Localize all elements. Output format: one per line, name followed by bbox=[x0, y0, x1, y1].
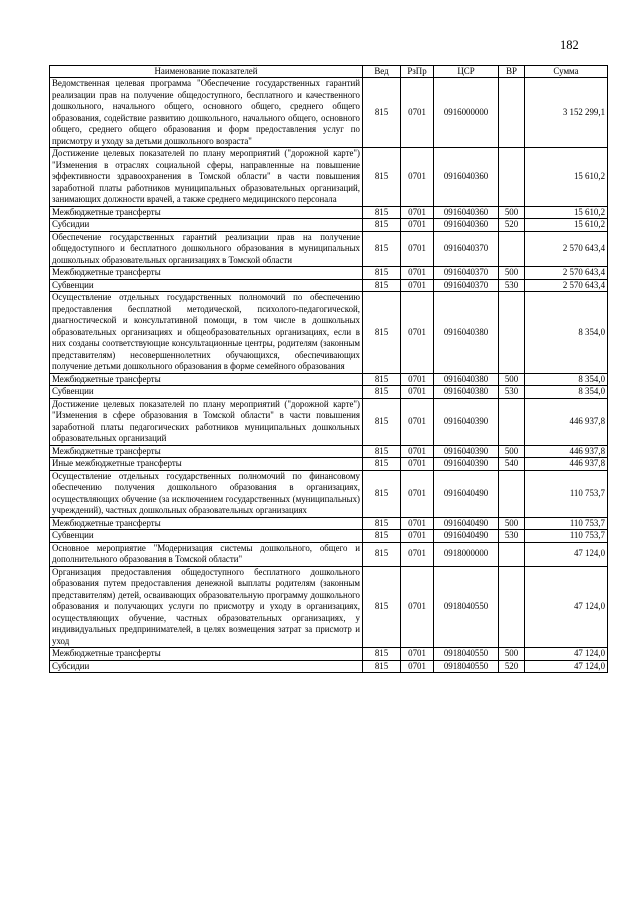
row-rzpr: 0701 bbox=[401, 206, 434, 219]
table-row bbox=[50, 530, 608, 543]
row-csr: 0916040370 bbox=[434, 279, 499, 292]
row-csr: 0916040390 bbox=[434, 458, 499, 471]
row-csr: 0918000000 bbox=[434, 542, 499, 566]
row-vr: 530 bbox=[499, 530, 525, 543]
row-csr: 0918040550 bbox=[434, 648, 499, 661]
table-row bbox=[50, 517, 608, 530]
row-rzpr: 0701 bbox=[401, 148, 434, 207]
row-name: Основное мероприятие "Модернизация системы дошкольного, общего и дополнительного образования в Томской области" bbox=[50, 542, 363, 566]
row-rzpr: 0701 bbox=[401, 566, 434, 648]
row-name: Иные межбюджетные трансферты bbox=[50, 458, 363, 471]
row-vr: 500 bbox=[499, 267, 525, 280]
row-sum: 15 610,2 bbox=[525, 148, 608, 207]
row-name: Субсидии bbox=[50, 219, 363, 232]
row-rzpr: 0701 bbox=[401, 648, 434, 661]
row-name: Достижение целевых показателей по плану мероприятий ("дорожной карте") "Изменения в сфере образования в Томской области" в части повышения заработной платы педагогических работников муниципальных дошкольных образовательных организаций bbox=[50, 398, 363, 445]
row-rzpr: 0701 bbox=[401, 445, 434, 458]
row-csr: 0916040490 bbox=[434, 470, 499, 517]
header-name: Наименование показателей bbox=[50, 66, 363, 78]
row-rzpr: 0701 bbox=[401, 219, 434, 232]
row-ved: 815 bbox=[363, 78, 401, 148]
row-name: Осуществление отдельных государственных полномочий по финансовому обеспечению получения дошкольного образования в организациях, осуществляющих обучение (за исключением государственных (муниципальных) учреждений), частных дошкольных образовательных организациях bbox=[50, 470, 363, 517]
row-csr: 0916040360 bbox=[434, 148, 499, 207]
row-name: Осуществление отдельных государственных полномочий по обеспечению предоставления бесплатной методической, психолого-педагогической, диагностической и консультативной помощи, в том числе в дошкольных образовательных организациях и общеобразовательных организациях, если в них созданы соответствующие консультационные центры, родителям (законным представителям) несовершеннолетних обучающихся, обеспечивающих получение детьми дошкольного образования в форме семейного образования bbox=[50, 292, 363, 374]
row-ved: 815 bbox=[363, 292, 401, 374]
row-sum: 446 937,8 bbox=[525, 398, 608, 445]
row-name: Субвенции bbox=[50, 279, 363, 292]
row-ved: 815 bbox=[363, 648, 401, 661]
row-ved: 815 bbox=[363, 566, 401, 648]
row-ved: 815 bbox=[363, 231, 401, 267]
row-vr: 500 bbox=[499, 373, 525, 386]
row-sum: 8 354,0 bbox=[525, 386, 608, 399]
row-vr bbox=[499, 148, 525, 207]
row-csr: 0916000000 bbox=[434, 78, 499, 148]
row-vr bbox=[499, 292, 525, 374]
row-ved: 815 bbox=[363, 267, 401, 280]
table-header-row bbox=[50, 66, 608, 78]
table-row bbox=[50, 279, 608, 292]
row-rzpr: 0701 bbox=[401, 231, 434, 267]
row-rzpr: 0701 bbox=[401, 398, 434, 445]
header-rzpr: РзПр bbox=[401, 66, 434, 78]
header-vr: ВР bbox=[499, 66, 525, 78]
row-sum: 47 124,0 bbox=[525, 542, 608, 566]
header-sum: Сумма bbox=[525, 66, 608, 78]
table-row bbox=[50, 386, 608, 399]
row-ved: 815 bbox=[363, 458, 401, 471]
row-sum: 47 124,0 bbox=[525, 648, 608, 661]
row-name: Организация предоставления общедоступного бесплатного дошкольного образования путем предоставления денежной выплаты родителям (законным представителям) детей, осваивающих образовательную программу дошкольного образования и получающих услуги по присмотру и уходу в организациях, осуществляющих обучение, частных образовательных организациях, у индивидуальных предпринимателей, в целях возмещения затрат за присмотр и уход bbox=[50, 566, 363, 648]
row-name: Обеспечение государственных гарантий реализации прав на получение общедоступного и бесплатного дошкольного образования в муниципальных дошкольных образовательных организациях в Томской области bbox=[50, 231, 363, 267]
row-ved: 815 bbox=[363, 517, 401, 530]
row-vr: 500 bbox=[499, 445, 525, 458]
table-row bbox=[50, 542, 608, 566]
row-vr: 520 bbox=[499, 219, 525, 232]
row-csr: 0916040360 bbox=[434, 206, 499, 219]
row-vr: 530 bbox=[499, 279, 525, 292]
row-rzpr: 0701 bbox=[401, 78, 434, 148]
row-ved: 815 bbox=[363, 470, 401, 517]
row-csr: 0918040550 bbox=[434, 660, 499, 673]
row-name: Межбюджетные трансферты bbox=[50, 267, 363, 280]
row-csr: 0916040380 bbox=[434, 373, 499, 386]
row-vr: 500 bbox=[499, 648, 525, 661]
row-ved: 815 bbox=[363, 148, 401, 207]
table-row bbox=[50, 445, 608, 458]
row-name: Межбюджетные трансферты bbox=[50, 517, 363, 530]
row-csr: 0916040360 bbox=[434, 219, 499, 232]
row-csr: 0916040390 bbox=[434, 445, 499, 458]
row-ved: 815 bbox=[363, 530, 401, 543]
row-vr: 520 bbox=[499, 660, 525, 673]
row-ved: 815 bbox=[363, 219, 401, 232]
row-vr: 500 bbox=[499, 206, 525, 219]
row-vr: 530 bbox=[499, 386, 525, 399]
row-csr: 0918040550 bbox=[434, 566, 499, 648]
row-name: Межбюджетные трансферты bbox=[50, 648, 363, 661]
row-vr: 540 bbox=[499, 458, 525, 471]
row-sum: 110 753,7 bbox=[525, 470, 608, 517]
table-row bbox=[50, 148, 608, 207]
table-row bbox=[50, 231, 608, 267]
row-rzpr: 0701 bbox=[401, 470, 434, 517]
row-name: Ведомственная целевая программа "Обеспечение государственных гарантий реализации прав на получение общедоступного, бесплатного и качественного дошкольного, начального общего, основного общего, среднего общего образования, содействие развитию дошкольного, начального общего, основного общего, среднего общего образования и форм предоставления услуг по присмотру и уходу за детьми дошкольного возраста" bbox=[50, 78, 363, 148]
row-ved: 815 bbox=[363, 279, 401, 292]
row-rzpr: 0701 bbox=[401, 530, 434, 543]
header-csr: ЦСР bbox=[434, 66, 499, 78]
row-csr: 0916040390 bbox=[434, 398, 499, 445]
header-ved: Вед bbox=[363, 66, 401, 78]
row-sum: 8 354,0 bbox=[525, 373, 608, 386]
table-row bbox=[50, 206, 608, 219]
table-row bbox=[50, 470, 608, 517]
row-rzpr: 0701 bbox=[401, 458, 434, 471]
row-sum: 2 570 643,4 bbox=[525, 267, 608, 280]
table-body bbox=[50, 78, 608, 673]
row-sum: 2 570 643,4 bbox=[525, 279, 608, 292]
row-rzpr: 0701 bbox=[401, 660, 434, 673]
row-vr bbox=[499, 566, 525, 648]
row-vr bbox=[499, 231, 525, 267]
row-ved: 815 bbox=[363, 445, 401, 458]
row-csr: 0916040370 bbox=[434, 231, 499, 267]
row-sum: 110 753,7 bbox=[525, 517, 608, 530]
row-csr: 0916040490 bbox=[434, 530, 499, 543]
row-rzpr: 0701 bbox=[401, 267, 434, 280]
row-sum: 3 152 299,1 bbox=[525, 78, 608, 148]
row-ved: 815 bbox=[363, 660, 401, 673]
row-name: Субвенции bbox=[50, 386, 363, 399]
page-number: 182 bbox=[560, 38, 579, 52]
row-sum: 15 610,2 bbox=[525, 219, 608, 232]
table-row bbox=[50, 398, 608, 445]
row-csr: 0916040380 bbox=[434, 292, 499, 374]
row-ved: 815 bbox=[363, 398, 401, 445]
row-rzpr: 0701 bbox=[401, 542, 434, 566]
row-name: Субсидии bbox=[50, 660, 363, 673]
row-name: Межбюджетные трансферты bbox=[50, 373, 363, 386]
row-vr bbox=[499, 470, 525, 517]
row-ved: 815 bbox=[363, 206, 401, 219]
table-row bbox=[50, 648, 608, 661]
row-sum: 2 570 643,4 bbox=[525, 231, 608, 267]
row-csr: 0916040380 bbox=[434, 386, 499, 399]
row-sum: 47 124,0 bbox=[525, 660, 608, 673]
row-rzpr: 0701 bbox=[401, 279, 434, 292]
row-vr bbox=[499, 398, 525, 445]
row-sum: 8 354,0 bbox=[525, 292, 608, 374]
row-vr bbox=[499, 78, 525, 148]
row-csr: 0916040370 bbox=[434, 267, 499, 280]
row-sum: 446 937,8 bbox=[525, 458, 608, 471]
table-row bbox=[50, 267, 608, 280]
row-name: Межбюджетные трансферты bbox=[50, 445, 363, 458]
row-rzpr: 0701 bbox=[401, 373, 434, 386]
row-csr: 0916040490 bbox=[434, 517, 499, 530]
table-row bbox=[50, 292, 608, 374]
row-ved: 815 bbox=[363, 542, 401, 566]
row-rzpr: 0701 bbox=[401, 386, 434, 399]
table-row bbox=[50, 660, 608, 673]
row-ved: 815 bbox=[363, 386, 401, 399]
row-name: Межбюджетные трансферты bbox=[50, 206, 363, 219]
table-row bbox=[50, 458, 608, 471]
row-sum: 47 124,0 bbox=[525, 566, 608, 648]
table-row bbox=[50, 566, 608, 648]
budget-table bbox=[49, 65, 608, 673]
row-name: Субвенции bbox=[50, 530, 363, 543]
row-name: Достижение целевых показателей по плану мероприятий ("дорожной карте") "Изменения в отраслях социальной сферы, направленные на повышение эффективности здравоохранения в Томской области" в части повышения заработной платы работников муниципальных образовательных организаций, занимающих должности врачей, а также среднего медицинского персонала bbox=[50, 148, 363, 207]
table-row bbox=[50, 373, 608, 386]
row-vr: 500 bbox=[499, 517, 525, 530]
table-row bbox=[50, 219, 608, 232]
row-sum: 15 610,2 bbox=[525, 206, 608, 219]
table-row bbox=[50, 78, 608, 148]
row-sum: 110 753,7 bbox=[525, 530, 608, 543]
row-rzpr: 0701 bbox=[401, 292, 434, 374]
row-vr bbox=[499, 542, 525, 566]
row-sum: 446 937,8 bbox=[525, 445, 608, 458]
row-rzpr: 0701 bbox=[401, 517, 434, 530]
row-ved: 815 bbox=[363, 373, 401, 386]
